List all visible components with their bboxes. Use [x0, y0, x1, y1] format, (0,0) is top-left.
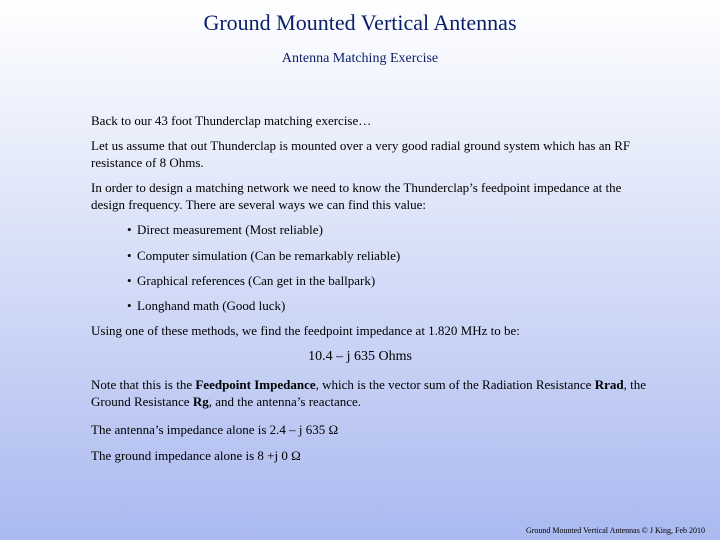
slide-subtitle: Antenna Matching Exercise — [281, 51, 439, 66]
feedpoint-impedance-value: 10.4 – j 635 Ohms — [308, 349, 412, 364]
assumption-paragraph: Let us assume that out Thunderclap is mounted over a very good radial ground system which has an RF resistance of 8 Ohms. — [91, 138, 631, 170]
list-item-text: Longhand math (Good luck) — [137, 298, 286, 313]
note-text: , the Ground Resistance — [91, 377, 646, 409]
note-text: Note that this is the — [91, 377, 196, 392]
list-item-text: Computer simulation (Can be remarkably reliable) — [137, 248, 401, 263]
list-item-text: Graphical references (Can get in the ballpark) — [137, 273, 376, 288]
intro-paragraph: Back to our 43 foot Thunderclap matching exercise… — [91, 113, 372, 128]
method-paragraph: Using one of these methods, we find the feedpoint impedance at 1.820 MHz to be: — [91, 323, 520, 338]
antenna-impedance-line: The antenna’s impedance alone is 2.4 – j 635 Ω — [91, 422, 339, 437]
rg-term: Rg — [192, 394, 209, 409]
list-item — [127, 297, 647, 314]
bullet-icon: • — [127, 222, 132, 237]
bullet-icon: • — [127, 273, 132, 288]
note-text: , and the antenna’s reactance. — [208, 394, 362, 409]
note-paragraph — [91, 376, 651, 410]
list-item — [127, 247, 647, 264]
list-item-text: Direct measurement (Most reliable) — [137, 222, 323, 237]
note-text: , which is the vector sum of the Radiation Resistance — [315, 377, 595, 392]
list-item — [127, 272, 647, 289]
slide-title: Ground Mounted Vertical Antennas — [203, 10, 517, 35]
footer-credit: Ground Mounted Vertical Antennas © J King, Feb 2010 — [525, 526, 705, 535]
ground-impedance-line: The ground impedance alone is 8 +j 0 Ω — [91, 448, 301, 463]
bullet-icon: • — [127, 298, 132, 313]
rrad-term: Rrad — [594, 377, 624, 392]
design-paragraph: In order to design a matching network we need to know the Thunderclap’s feedpoint impedance at the design frequency. There are several ways we can find this value: — [91, 180, 622, 212]
bullet-icon: • — [127, 248, 132, 263]
feedpoint-impedance-term: Feedpoint Impedance — [195, 377, 316, 392]
list-item — [127, 221, 647, 238]
